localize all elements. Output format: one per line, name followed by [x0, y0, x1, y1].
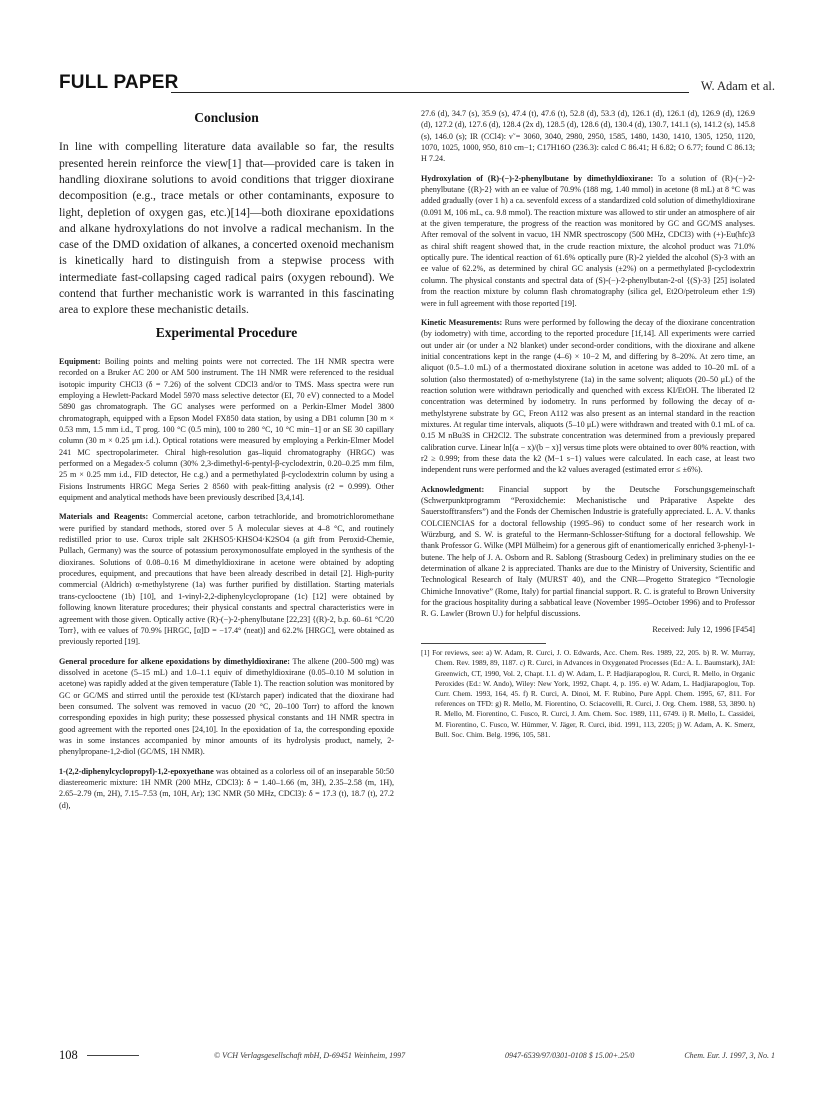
equipment-heading: Equipment:: [59, 356, 101, 366]
materials-text: Commercial acetone, carbon tetrachloride, and bromotrichloromethane were purified by standard methods, stored over 5 Å molecular sieves at 4–8 °C, and routinely redistilled prior to use. Curox triple salt 2KHSO5·KHSO4·K2SO4 (a gift from Peroxid-Chemie, Pullach, Germany) was the source of potassium peroxymonosulfate employed in the synthesis of the dioxiranes. Solutions of 0.08–0.16 M dimethyldioxirane in acetone were obtained by adopting procedures, equipment, and precautions that have been already described in detail [2]. High-purity commercial (Aldrich) α-methylstyrene (1a) was further purified by distillation. Starting materials trans-cyclooctene (1b) [10], and 1-vinyl-2,2-diphenylcyclopropane (1c) [12] were obtained by following known literature procedures; their physical constants and spectral characteristics were in agreement with those given. Optically active (R)-(−)-2-phenylbutane [22,23] {(R)-2, b.p. 60–61 °C/20 Torr}, with ee values of 70.9% [HRGC, [α]D = −17.4° (neat)] and 62.2% [HRGC], were obtained as previously reported [19].: [59, 512, 394, 647]
conclusion-paragraph: In line with compelling literature data available so far, the results presented herein reinforce the view[1] that—provided care is taken in handling dioxirane solutions to avoid conditions that trigger dioxirane decomposition (e.g., trace metals or other contaminants, exposure to light, depletion of oxygen gas, etc.)[14]—both dioxirane epoxidations and alkane hydroxylations do not involve a radical mechanism. In the case of the DMD oxidation of alkanes, a concerted oxenoid mechanism is kinetically hard to distinguish from a stepwise process with intermediate fast-collapsing caged radical pairs (oxygen rebound). We contend that further mechanistic work is warranted in this fascinating area to explore these mechanistic details.: [59, 140, 394, 317]
materials-paragraph: [59, 511, 394, 647]
hydroxylation-paragraph: [421, 173, 755, 309]
header-rule: [171, 92, 689, 93]
page-footer: [59, 1048, 775, 1064]
acknowledgment-heading: Acknowledgment:: [421, 484, 485, 494]
general-procedure-text: The alkene (200–500 mg) was dissolved in acetone (5–15 mL) and 1.0–1.1 equiv of dimethyldioxirane (0.05–0.10 M solution in acetone) was rapidly added at the given temperature (Table 1). The reaction solution was monitored by GC or GC/MS and stirred until the peroxide test (KI/starch paper) indicated that the dioxirane had been consumed. The solvent was removed in vacuo (20 °C, 20–100 Torr) to afford the known corresponding epoxides in high purity; these possessed physical constants and 1H NMR spectra in good agreement with the reported ones [24,10]. In the epoxidation of 1a, the corresponding epoxide was in some instances accompanied by minor amounts of its hydrolysis product, namely, 2-phenylpropane-1,2-diol (GC/MS, 1H NMR).: [59, 656, 394, 757]
page-number: 108: [59, 1048, 78, 1062]
kinetic-paragraph: [421, 317, 755, 476]
nmr-continuation: 27.6 (d), 34.7 (s), 35.9 (s), 47.4 (t), 47.6 (t), 52.8 (d), 53.3 (d), 126.1 (d), 126.1 (d), 126.9 (d), 126.9 (d), 127.2 (d), 127.6 (d), 128.4 (2x d), 128.5 (d), 128.6 (d), 130.4 (d), 130.7, 141.1 (s), 141.2 (s), 145.8 (s), 146.0 (s); IR (CCl4): ν̃ = 3060, 3040, 2980, 2950, 1585, 1480, 1430, 1410, 1305, 1250, 1120, 1070, 1025, 1000, 950, 810 cm−1; C17H16O (236.3): calcd C 86.41; H 6.82; O 6.77; found C 86.13; H 7.24.: [421, 109, 755, 164]
reference-list: [1] For reviews, see: a) W. Adam, R. Curci, J. O. Edwards, Acc. Chem. Res. 1989, 22, 205. b) R. W. Murray, Chem. Rev. 1989, 89, 1187. c) R. Curci, in Advances in Oxygenated Processes (Ed.: A. L. Baumstark), JAI: Greenwich, CT, 1990, Vol. 2, Chapt. I.1. d) W. Adam, L. P. Hadjiarapoglou, R. Curci, R. Mello, in Organic Peroxides (Ed.: W. Ando), Wiley: New York, 1992, Chapt. 4, p. 195. e) W. Adam, L. Hadjiarapoglou, Top. Curr. Chem. 1993, 164, 45. f) R. Curci, A. Dinoi, M. F. Rubino, Pure Appl. Chem. 1995, 67, 811. For references on TFD: g) R. Mello, M. Fiorentino, O. Sciacovelli, R. Curci, J. Org. Chem. 1988, 53, 3890. h) R. Mello, M. Fiorentino, C. Fusco, R. Curci, J. Am. Chem. Soc. 1989, 111, 6749. i) R. Mello, L. Cassidei, M. Fiorentino, C. Fusco, W. Hümmer, V. Jäger, R. Curci, ibid. 1991, 113, 2205; j) W. Adam, A. K. Smerz, Bull. Soc. Chim. Belg. 1996, 105, 581.: [421, 648, 755, 739]
hydroxylation-heading: Hydroxylation of (R)-(−)-2-phenylbutane by dimethyldioxirane:: [421, 173, 654, 183]
conclusion-heading: Conclusion: [194, 110, 259, 125]
journal-citation: Chem. Eur. J. 1997, 3, No. 1: [684, 1051, 775, 1060]
footer-rule: [87, 1055, 139, 1056]
epoxyethane-heading: 1-(2,2-diphenylcyclopropyl)-1,2-epoxyethane: [59, 766, 214, 776]
general-procedure-paragraph: [59, 656, 394, 758]
hydroxylation-text: To a solution of (R)-(−)-2-phenylbutane {(R)-2} with an ee value of 70.9% (188 mg, 1.40 mmol) in acetone (8 mL) at 8 °C was added gradually (over 1 h) a ca. sevenfold excess of a standardized cold solution of dimethyldioxirane (0.091 M, 106 mL, ca. 9.8 mmol). The reaction mixture was allowed to stir under an atmosphere of air at the given temperature, the progress of the reaction was monitored by GC and GC/MS analyses. After removal of the solvent in vacuo, 1H NMR spectroscopy (500 MHz, CDCl3) with (+)-Eu(hfc)3 as chiral shift reagent showed that, in the crude reaction mixture, the alcohol product was 71.0% optically pure. The identical reaction of 61.6% optically pure (R)-2 yielded the alcohol (S)-3 with an ee value of 62.2%, as determined by chiral GC analysis (±2%) on a permethylated β-cyclodextrin column. The physical constants and spectral data of (S)-(−)-2-phenylbutan-2-ol {(S)-3} [25] isolated from the reaction mixture by column flash chromatography (silica gel, Et2O/petroleum ether 1:9) were in full agreement with those reported [19].: [421, 173, 756, 308]
running-authors: W. Adam et al.: [700, 79, 775, 93]
experimental-heading: Experimental Procedure: [155, 324, 298, 340]
kinetic-heading: Kinetic Measurements:: [421, 317, 503, 327]
received-date: Received: July 12, 1996 [F454]: [652, 624, 755, 634]
general-procedure-heading: General procedure for alkene epoxidations by dimethyldioxirane:: [59, 656, 290, 666]
references-rule: [421, 643, 546, 644]
article-code: 0947-6539/97/0301-0108 $ 15.00+.25/0: [505, 1051, 635, 1060]
epoxyethane-paragraph: [59, 766, 394, 811]
left-column: [59, 108, 394, 819]
acknowledgment-text: Financial support by the Deutsche Forschungsgemeinschaft (Schwerpunktprogramm “Peroxidchemie: Mechanistische und Präparative Aspekte des Sauerstofftransfers”) and the Fonds der Chemischen Industrie is gratefully appreciated. L. A. V. thanks COLCIENCIAS for a doctoral fellowship (1995–96) to conduct some of her research work in Würzburg, and S. W. is grateful to the Hermann-Schlosser-Stiftung for a doctoral fellowship. We thank Professor G. Wilke (MPI Mülheim) for a generous gift of enantiomerically enriched 3-phenyl-1-butene. The help of J. A. Osborn and R. Sablong (Strasbourg Cedex) in preliminary studies on the ee determination of alkane 2 is appreciated. Thanks are due to the Ministry of University, Scientific and Technological Research of Italy (MURST 40), and the CNR—Progetto Strategico “Tecnologie Chimiche Innovative” (Rome, Italy) for partial financial support. R. C. is grateful to Brown University for the gracious hospitality during a sabbatical leave (November 1995–October 1996) and to Professor R. G. Lawler (Brown U.) for helpful discussions.: [421, 484, 755, 619]
acknowledgment-paragraph: [421, 484, 755, 620]
right-column: [421, 108, 755, 748]
equipment-text: Boiling points and melting points were not corrected. The 1H NMR spectra were recorded on a Bruker AC 200 or AM 500 instrument. The 1H NMR were referenced to the residual isotopic impurity CHCl3 (δ = 7.26) of the solvent CDCl3 and/or to TMS. Mass spectra were run employing a Hewlett-Packard Model 5970 mass selective detector (EI, 70 eV) connected to a Model 5890 gas chromatograph. The GC analyses were performed on a Perkin-Elmer Model 3800 chromatograph, equipped with a Epson Model FX850 data station, by using a DB1 column [30 m × 0.53 mm, 1.5 mm i.d., T prog. 100 °C (0.5 min), 100 to 280 °C, 10 °C min−1] or an SE 30 capillary column (30 m × 0.25 μm i.d.). Optical rotations were measured by employing a Perkin-Elmer Model 241 MC spectropolarimeter. Chiral high-resolution gas–liquid chromatography (HRGC) was performed on a Megadex-5 column (30% 2,3-dimethyl-6-pentyl-β-cyclodextrin, 0.20–0.25 mm film, 25 m × 0.25 mm i.d., FID detector, He c.g.) and a permethylated β-cyclodextrin column by using a Fisions Instruments HRGC Mega Series 2 8560 with peak-fitting analysis (r2 = 0.999). Other equipment and analytical methods have been previously described [3,4,14].: [59, 356, 394, 503]
epoxyethane-text: was obtained as a colorless oil of an inseparable 50:50 diastereomeric mixture: 1H NMR (200 MHz, CDCl3): δ = 1.40–1.66 (m, 3H), 2.35–2.58 (m, 1H), 2.65–2.79 (m, 2H), 7.15–7.53 (m, 10H, Ar); 13C NMR (50 MHz, CDCl3): δ = 17.3 (t), 18.7 (t), 27.2 (d),: [59, 766, 394, 810]
materials-heading: Materials and Reagents:: [59, 512, 149, 522]
page-header: [59, 74, 775, 96]
section-label: FULL PAPER: [59, 72, 179, 93]
equipment-paragraph: [59, 356, 394, 503]
kinetic-text: Runs were performed by following the decay of the dioxirane concentration (by iodometry) with time, according to the reported procedure [1f,14]. All experiments were carried out under air (or under a N2 blanket) under second-order conditions, with the dioxirane and alkene initial concentrations kept in the range (4–6) × 10−2 M, and differing by 8–20%. At zero time, an aliquot (0.5–1.0 mL) of a thermostated dioxirane solution in acetone was added to 10–20 mL of a solution (also thermostated) of α-methylstyrene (1a) in the same solvent; aliquots (20–50 μL) of the reaction solution were withdrawn periodically and quenched with excess KI/EtOH. The liberated I2 concentration was determined by iodometry. In runs performed by following the decay of α-methylstyrene substrate by GC, Freon A112 was also present as an internal standard in the reaction mixtures. At regular time intervals, aliquots (5–10 μL) were withdrawn and treated with 0.1 mL of ca. 0.15 M nBu3S in CH2Cl2. The substrate concentration was determined from a previously prepared calibration curve. Linear ln[(a − x)/(b − x)] versus time plots were obtained to over 80% reaction, with r2 ≥ 0.999; from these data the k2 (M−1 s−1) values were calculated. In each case, at least two independent runs were performed and the k2 values averaged (estimated error ≤ ±6%).: [421, 317, 755, 475]
publisher-line: © VCH Verlagsgesellschaft mbH, D-69451 Weinheim, 1997: [214, 1051, 406, 1060]
